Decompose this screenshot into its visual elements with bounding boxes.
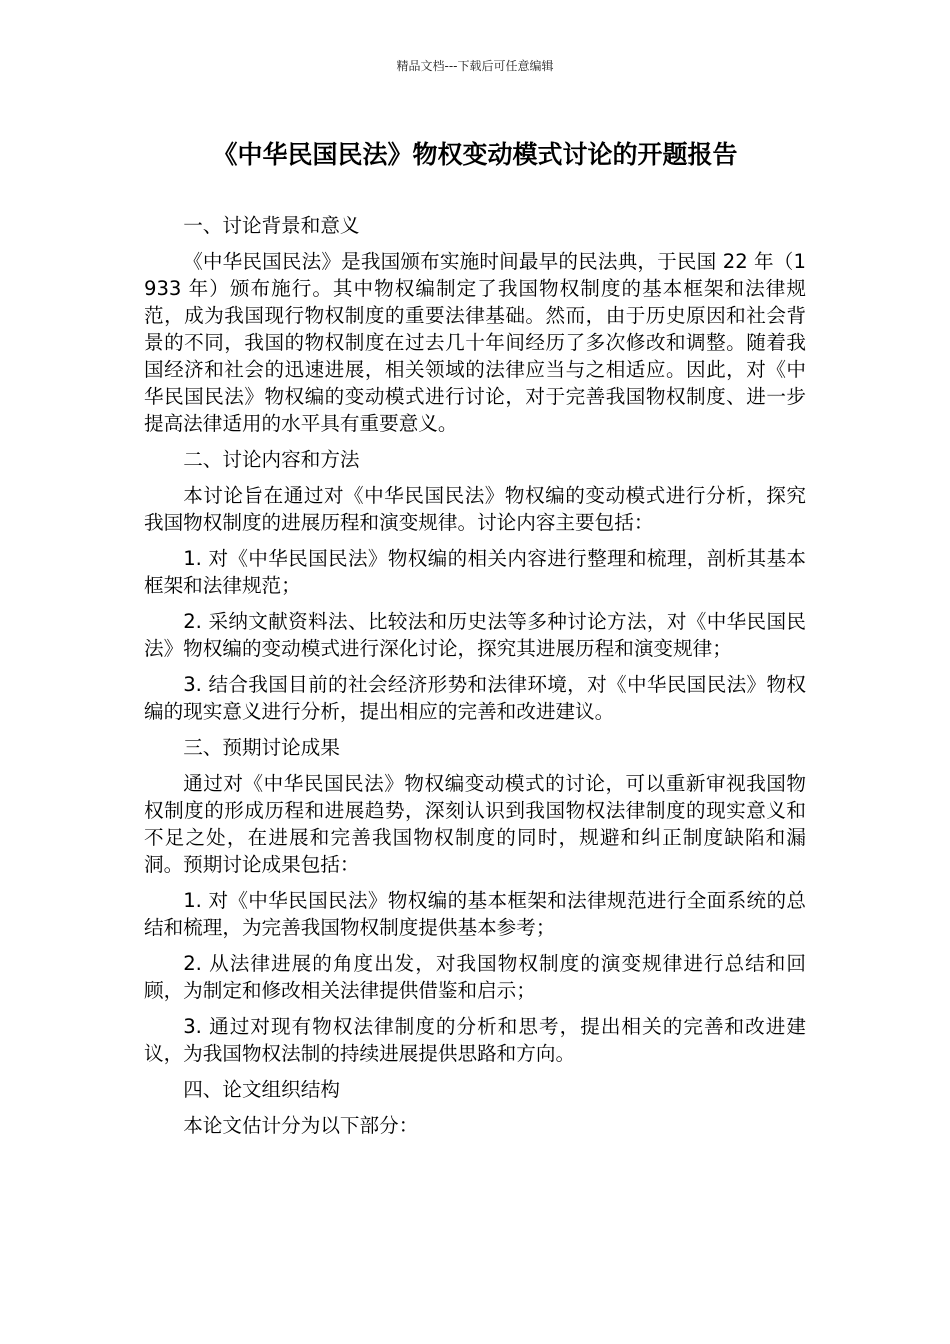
section-heading: 一、讨论背景和意义 [183,214,360,237]
list-item: 3. 通过对现有物权法律制度的分析和思考，提出相关的完善和改进建议，为我国物权法制的持续进展提供思路和方向。 [144,1015,806,1065]
body-paragraph: 本讨论旨在通过对《中华民国民法》物权编的变动模式进行分析，探究我国物权制度的进展历程和演变规律。讨论内容主要包括： [144,484,806,534]
list-item: 1. 对《中华民国民法》物权编的基本框架和法律规范进行全面系统的总结和梳理，为完善我国物权制度提供基本参考； [144,889,806,939]
list-item: 2. 采纳文献资料法、比较法和历史法等多种讨论方法，对《中华民国民法》物权编的变动模式进行深化讨论，探究其进展历程和演变规律； [144,610,806,660]
section-heading: 二、讨论内容和方法 [183,448,360,471]
list-item: 2. 从法律进展的角度出发，对我国物权制度的演变规律进行总结和回顾，为制定和修改相关法律提供借鉴和启示； [144,952,806,1002]
document-body [144,212,806,1148]
header-note: 精品文档---下载后可任意编辑 [396,59,554,73]
body-paragraph: 本论文估计分为以下部分： [183,1114,419,1137]
body-paragraph: 通过对《中华民国民法》物权编变动模式的讨论，可以重新审视我国物权制度的形成历程和进展趋势，深刻认识到我国物权法律制度的现实意义和不足之处，在进展和完善我国物权制度的同时，规避和纠正制度缺陷和漏洞。预期讨论成果包括： [144,772,806,876]
body-paragraph: 《中华民国民法》是我国颁布实施时间最早的民法典，于民国 22 年（1933 年）颁布施行。其中物权编制定了我国物权制度的基本框架和法律规范，成为我国现行物权制度的重要法律基础。然而，由于历史原因和社会背景的不同，我国的物权制度在过去几十年间经历了多次修改和调整。随着我国经济和社会的迅速进展，相关领域的法律应当与之相适应。因此，对《中华民国民法》物权编的变动模式进行讨论，对于完善我国物权制度、进一步提高法律适用的水平具有重要意义。 [144,250,806,435]
document-title: 《中华民国民法》物权变动模式讨论的开题报告 [212,140,738,169]
section-heading: 四、论文组织结构 [183,1078,340,1101]
section-heading: 三、预期讨论成果 [183,736,340,759]
list-item: 3. 结合我国目前的社会经济形势和法律环境，对《中华民国民法》物权编的现实意义进行分析，提出相应的完善和改进建议。 [144,673,806,723]
list-item: 1. 对《中华民国民法》物权编的相关内容进行整理和梳理，剖析其基本框架和法律规范； [144,547,806,597]
